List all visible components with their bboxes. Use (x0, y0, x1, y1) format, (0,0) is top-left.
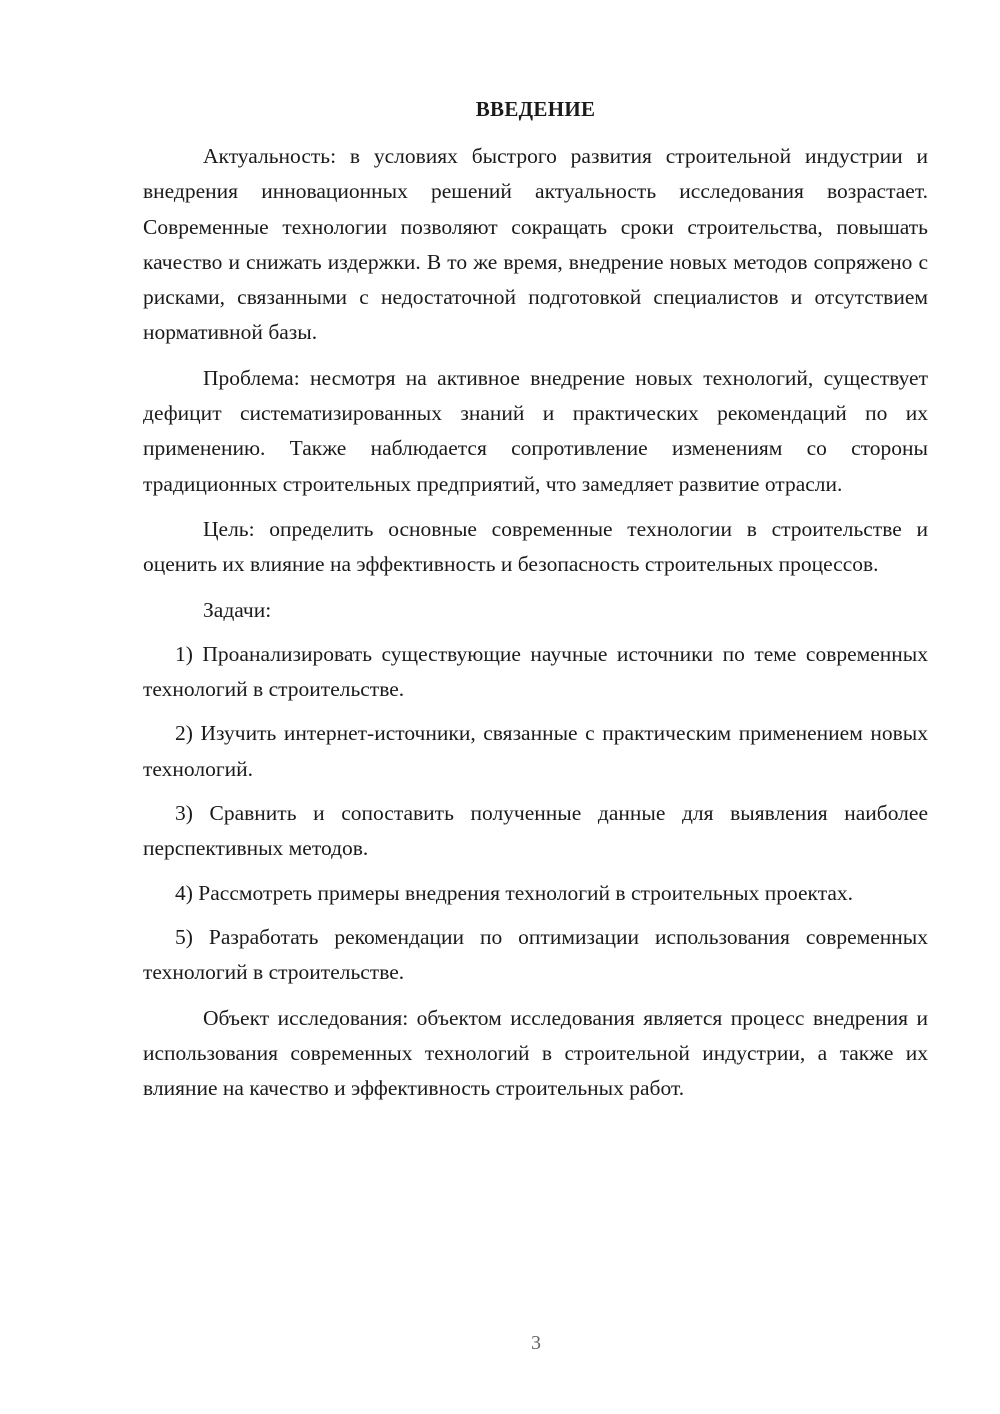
problem-paragraph: Проблема: несмотря на активное внедрение новых технологий, существует дефицит систематизированных знаний и практических рекомендаций по их применению. Также наблюдается сопротивление изменениям со стороны традиционных строительных предприятий, что замедляет развитие отрасли. (143, 365, 928, 496)
relevance-paragraph: Актуальность: в условиях быстрого развития строительной индустрии и внедрения инновационных решений актуальность исследования возрастает. Современные технологии позволяют сокращать сроки строительства, повышать качество и снижать издержки. В то же время, внедрение новых методов сопряжено с рисками, связанными с недостаточной подготовкой специалистов и отсутствием нормативной базы. (143, 144, 928, 345)
tasks-label: Задачи: (203, 597, 272, 622)
task-item-3: 3) Сравнить и сопоставить полученные данные для выявления наиболее перспективных методов. (143, 801, 928, 861)
section-heading: ВВЕДЕНИЕ (475, 97, 596, 121)
task-item-1: 1) Проанализировать существующие научные источники по теме современных технологий в строительстве. (143, 641, 928, 702)
task-item-4: 4) Рассмотреть примеры внедрения технологий в строительных проектах. (175, 880, 854, 905)
page-number: 3 (531, 1332, 541, 1354)
task-item-5: 5) Разработать рекомендации по оптимизации использования современных технологий в строительстве. (143, 924, 928, 985)
task-item-2: 2) Изучить интернет-источники, связанные с практическим применением новых технологий. (143, 721, 928, 781)
goal-paragraph: Цель: определить основные современные технологии в строительстве и оценить их влияние на эффективность и безопасность строительных процессов. (143, 516, 928, 577)
document-page (143, 92, 928, 1106)
object-paragraph: Объект исследования: объектом исследования является процесс внедрения и использования современных технологий в строительной индустрии, а также их влияние на качество и эффективность строительных работ. (143, 1005, 928, 1101)
